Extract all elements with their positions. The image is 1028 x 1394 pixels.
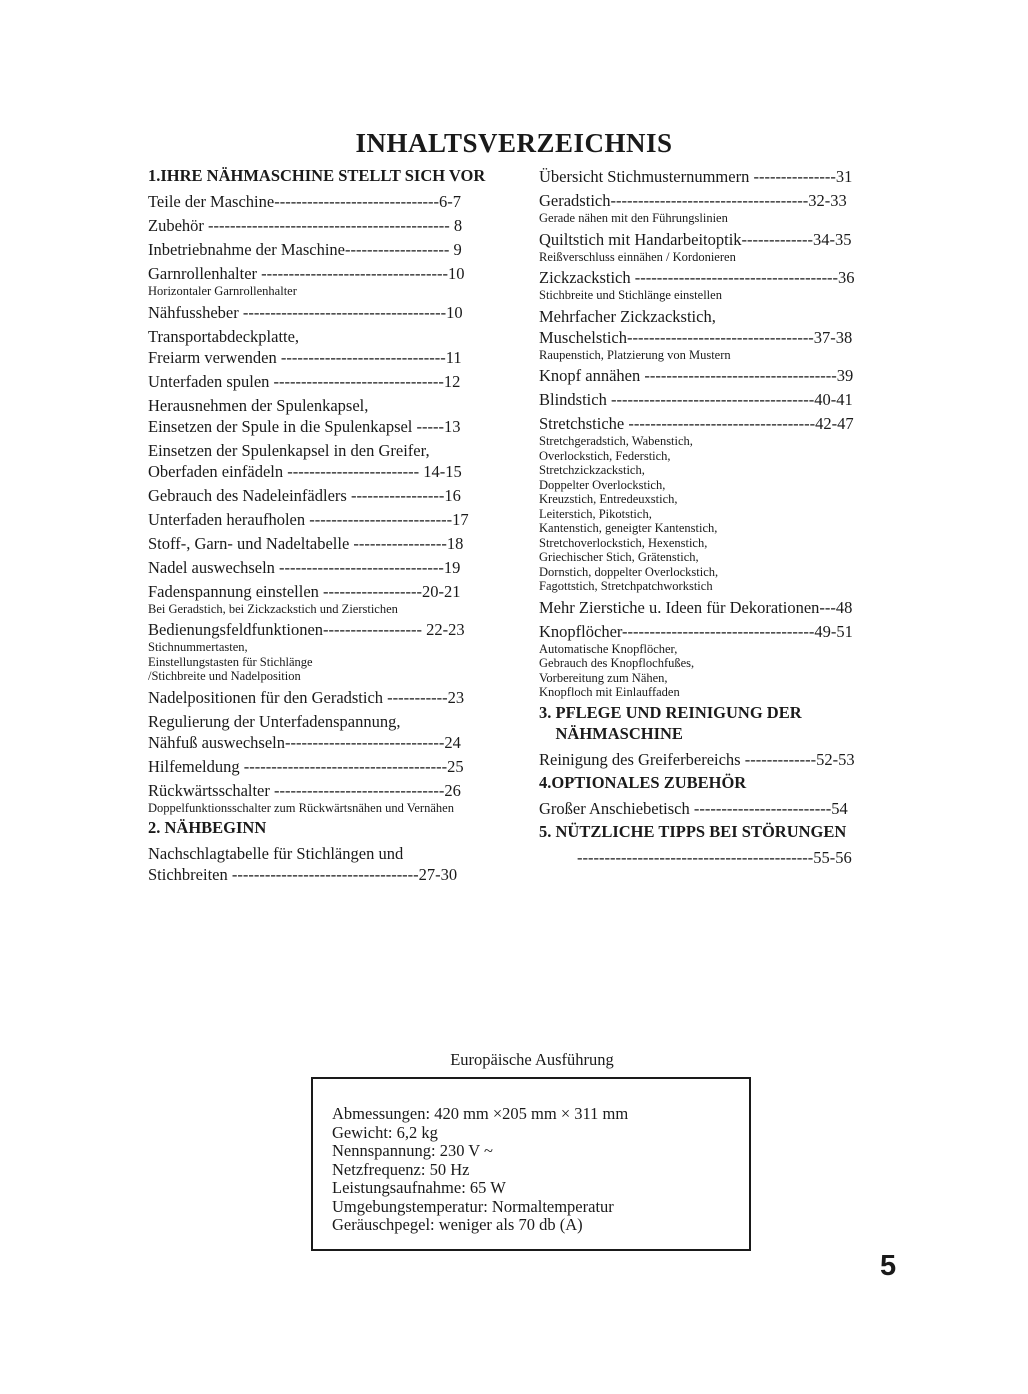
- toc-entry: [148, 619, 520, 684]
- toc-subtext-line: Stichbreite und Stichlänge einstellen: [539, 288, 722, 302]
- toc-subtext-line: Kreuzstich, Entredeuxstich,: [539, 492, 678, 506]
- toc-entry: [148, 485, 520, 506]
- toc-entry-line: Zickzackstich -------------------------------------36: [539, 268, 855, 287]
- toc-entry: [148, 843, 520, 885]
- toc-entry: [148, 533, 520, 554]
- toc-subtext-line: Bei Geradstich, bei Zickzackstich und Zierstichen: [148, 601, 398, 616]
- toc-entry-line: Knopf annähen -----------------------------------39: [539, 366, 854, 385]
- toc-entry: [539, 798, 901, 819]
- toc-entry-line: Hilfemeldung -------------------------------------25: [148, 756, 464, 776]
- toc-subtext-line: Reißverschluss einnähen / Kordonieren: [539, 249, 736, 264]
- toc-entry-line: Transportabdeckplatte,: [148, 326, 300, 346]
- toc-entry: [539, 166, 901, 187]
- toc-entry-line: Einsetzen der Spule in die Spulenkapsel -----13: [148, 416, 461, 436]
- toc-entry: [148, 509, 520, 530]
- section-heading: 4.OPTIONALES ZUBEHÖR: [539, 772, 747, 792]
- toc-entry: [148, 780, 520, 816]
- toc-entry-subtext: [539, 348, 901, 363]
- toc-column-right: [539, 163, 901, 868]
- toc-entry: [539, 267, 901, 303]
- section-heading: 2. NÄHBEGINN: [148, 818, 267, 837]
- toc-subtext-line: Einstellungstasten für Stichlänge: [148, 654, 313, 669]
- toc-entry-subtext: [539, 642, 901, 700]
- toc-entry: [539, 229, 901, 265]
- toc-entry: [148, 326, 520, 368]
- toc-entry-subtext: [148, 602, 520, 617]
- toc-entry-line: Einsetzen der Spulenkapsel in den Greifer,: [148, 440, 430, 460]
- toc-entry-subtext: [539, 434, 901, 594]
- spec-line: Leistungsaufnahme: 65 W: [332, 1178, 506, 1197]
- toc-subtext-line: Raupenstich, Platzierung von Mustern: [539, 347, 731, 362]
- toc-subtext-line: Fagottstich, Stretchpatchworkstich: [539, 579, 713, 593]
- toc-entry-line: Stretchstiche ----------------------------------42-47: [539, 414, 854, 433]
- toc-entry-line: Stichbreiten ----------------------------------27-30: [148, 865, 458, 884]
- toc-subtext-line: Stretchgeradstich, Wabenstich,: [539, 434, 693, 448]
- toc-entry-line: Fadenspannung einstellen ------------------20-21: [148, 581, 461, 601]
- toc-subtext-line: Stichnummertasten,: [148, 640, 248, 654]
- toc-entry: [148, 215, 520, 236]
- toc-entry: [148, 302, 520, 323]
- page-number: 5: [880, 1250, 897, 1282]
- toc-subtext-line: Griechischer Stich, Grätenstich,: [539, 550, 699, 564]
- toc-subtext-line: Stretchoverlockstich, Hexenstich,: [539, 535, 708, 550]
- toc-column-left: [148, 163, 520, 885]
- toc-entry: [148, 440, 520, 482]
- toc-entry-line: Rückwärtsschalter -------------------------------26: [148, 780, 461, 800]
- toc-entry-line: Freiarm verwenden ------------------------------11: [148, 347, 462, 367]
- toc-entry: [539, 365, 901, 386]
- toc-entry-line: Stoff-, Garn- und Nadeltabelle -----------------18: [148, 533, 464, 553]
- page-title: INHALTSVERZEICHNIS: [355, 128, 673, 158]
- toc-entry-line: Blindstich -------------------------------------40-41: [539, 390, 853, 409]
- toc-entry-subtext: [148, 284, 520, 299]
- toc-entry-line: Regulierung der Unterfadenspannung,: [148, 711, 401, 731]
- toc-subtext-line: Overlockstich, Federstich,: [539, 448, 671, 463]
- toc-entry-subtext: [148, 801, 520, 816]
- toc-entry: [148, 711, 520, 753]
- toc-entry-line: Muschelstich----------------------------------37-38: [539, 327, 853, 347]
- toc-entry-subtext: [539, 211, 901, 226]
- spec-line: Abmessungen: 420 mm ×205 mm × 311 mm: [332, 1104, 629, 1123]
- toc-entry-line: Nähfussheber -------------------------------------10: [148, 302, 463, 322]
- toc-subtext-line: Horizontaler Garnrollenhalter: [148, 284, 297, 298]
- spec-line: Nennspannung: 230 V ~: [332, 1141, 493, 1160]
- toc-entry: [539, 621, 901, 700]
- toc-entry-line: Knopflöcher-----------------------------------49-51: [539, 621, 853, 641]
- toc-entry-line: Reinigung des Greiferbereichs -------------52-53: [539, 749, 855, 769]
- toc-entry: [148, 263, 520, 299]
- toc-entry-subtext: [539, 250, 901, 265]
- toc-entry: [539, 749, 901, 770]
- toc-entry-line: Nähfuß auswechseln-----------------------------24: [148, 732, 461, 752]
- toc-subtext-line: Gebrauch des Knopflochfußes,: [539, 656, 695, 670]
- toc-subtext-line: Automatische Knopflöcher,: [539, 641, 678, 656]
- toc-entry: [148, 557, 520, 578]
- toc-page-ref: -------------------------------------------55-56: [577, 847, 852, 867]
- toc-subtext-line: /Stichbreite und Nadelposition: [148, 669, 301, 683]
- spec-line: Netzfrequenz: 50 Hz: [332, 1159, 470, 1179]
- toc-entry-line: Garnrollenhalter ----------------------------------10: [148, 264, 465, 283]
- toc-entry-line: Großer Anschiebetisch -------------------------54: [539, 798, 848, 818]
- spec-line: Gewicht: 6,2 kg: [332, 1122, 438, 1142]
- toc-entry: [148, 371, 520, 392]
- toc-subtext-line: Kantenstich, geneigter Kantenstich,: [539, 521, 718, 535]
- toc-subtext-line: Doppelter Overlockstich,: [539, 477, 666, 492]
- spec-line: Umgebungstemperatur: Normaltemperatur: [332, 1196, 614, 1216]
- toc-subtext-line: Doppelfunktionsschalter zum Rückwärtsnähen und Vernähen: [148, 800, 454, 815]
- toc-entry-line: Oberfaden einfädeln ------------------------ 14-15: [148, 461, 462, 481]
- toc-subtext-line: Dornstich, doppelter Overlockstich,: [539, 564, 719, 579]
- toc-entry-subtext: [539, 288, 901, 303]
- toc-subtext-line: Knopfloch mit Einlauffaden: [539, 685, 680, 699]
- toc-subtext-line: Stretchzickzackstich,: [539, 463, 645, 477]
- toc-entry-line: Mehr Zierstiche u. Ideen für Dekorationen---48: [539, 597, 853, 617]
- toc-entry-line: Inbetriebnahme der Maschine------------------- 9: [148, 240, 462, 259]
- toc-entry: [539, 413, 901, 594]
- section-heading: 5. NÜTZLICHE TIPPS BEI STÖRUNGEN: [539, 821, 847, 841]
- toc-entry: [148, 687, 520, 708]
- toc-entry-line: Quiltstich mit Handarbeitoptik-------------34-35: [539, 229, 852, 249]
- toc-subtext-line: Gerade nähen mit den Führungslinien: [539, 211, 728, 225]
- toc-entry-line: Gebrauch des Nadeleinfädlers -----------------16: [148, 485, 461, 505]
- toc-entry-line: Herausnehmen der Spulenkapsel,: [148, 395, 369, 415]
- toc-entry: [148, 581, 520, 617]
- toc-entry: [148, 239, 520, 260]
- toc-subtext-line: Leiterstich, Pikotstich,: [539, 506, 652, 521]
- toc-entry-line: Geradstich------------------------------------32-33: [539, 191, 847, 210]
- toc-entry-subtext: [148, 640, 520, 684]
- toc-entry-line: Bedienungsfeldfunktionen------------------ 22-23: [148, 620, 465, 639]
- section-heading: 1.IHRE NÄHMASCHINE STELLT SICH VOR: [148, 166, 486, 185]
- spec-line: Geräuschpegel: weniger als 70 db (A): [332, 1215, 583, 1234]
- toc-subtext-line: Vorbereitung zum Nähen,: [539, 670, 668, 685]
- toc-entry: [148, 191, 520, 212]
- toc-entry: [148, 395, 520, 437]
- spec-box: [311, 1077, 751, 1251]
- toc-entry: [539, 389, 901, 410]
- toc-entry-line: Unterfaden heraufholen --------------------------17: [148, 509, 469, 529]
- toc-entry-line: Mehrfacher Zickzackstich,: [539, 306, 716, 326]
- toc-entry-line: Teile der Maschine------------------------------6-7: [148, 192, 462, 211]
- spec-caption: Europäische Ausführung: [450, 1050, 614, 1069]
- toc-entry-line: Unterfaden spulen -------------------------------12: [148, 371, 461, 391]
- toc-entry: [539, 190, 901, 226]
- toc-entry-line: Nachschlagtabelle für Stichlängen und: [148, 844, 404, 863]
- toc-entry-line: Zubehör -------------------------------------------- 8: [148, 216, 463, 235]
- toc-entry-line: Nadel auswechseln ------------------------------19: [148, 557, 461, 577]
- toc-entry: [148, 756, 520, 777]
- section-heading: 3. PFLEGE UND REINIGUNG DER NÄHMASCHINE: [539, 702, 802, 743]
- toc-entry: [539, 306, 901, 363]
- toc-entry-line: Nadelpositionen für den Geradstich -----------23: [148, 687, 465, 707]
- toc-entry-line: Übersicht Stichmusternummern ---------------31: [539, 167, 853, 186]
- toc-entry: [539, 597, 901, 618]
